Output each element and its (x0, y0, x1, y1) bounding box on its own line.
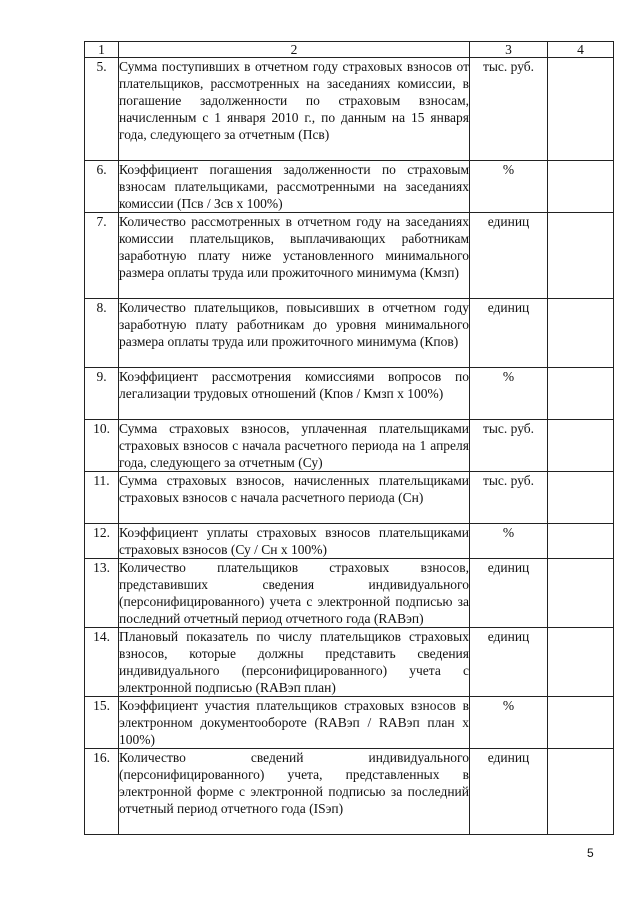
row-unit: % (470, 524, 548, 559)
row-number: 10. (85, 420, 119, 472)
header-col-3: 3 (470, 42, 548, 58)
row-value (548, 161, 614, 213)
row-indicator: Количество плательщиков страховых взносов, представивших сведения индивидуального (персонифицированного) учета с электронной подписью за последний отчетный период отчетного года (RAВэп) (119, 560, 469, 626)
row-number: 14. (85, 628, 119, 697)
row-indicator: Сумма страховых взносов, уплаченная плательщиками страховых взносов с начала расчетного периода на 1 апреля года, следующего за отчетным (Су) (119, 421, 469, 470)
table-row (85, 368, 614, 420)
row-indicator: Количество рассмотренных в отчетном году на заседаниях комиссии плательщиков, выплачивающих работникам заработную плату ниже установленного минимального размера оплаты труда или прожиточного минимума (Кмзп) (119, 213, 470, 299)
row-value (548, 749, 614, 835)
row-indicator: Коэффициент участия плательщиков страховых взносов в электронном документообороте (RAВэп / RAВэп план х 100%) (119, 698, 469, 747)
row-indicator: Плановый показатель по числу плательщиков страховых взносов, которые должны представить сведения индивидуального (персонифицированного) учета с электронной подписью (RAВэп план) (119, 629, 469, 695)
row-value (548, 58, 614, 161)
row-number: 11. (85, 472, 119, 524)
row-number: 16. (85, 749, 119, 835)
table-row (85, 559, 614, 628)
table-row (85, 749, 614, 835)
row-unit: тыс. руб. (470, 420, 548, 472)
row-value (548, 628, 614, 697)
table-row (85, 161, 614, 213)
row-value (548, 524, 614, 559)
row-number: 12. (85, 524, 119, 559)
row-indicator: Коэффициент рассмотрения комиссиями вопросов по легализации трудовых отношений (Кпов / Кмзп х 100%) (119, 368, 470, 420)
row-indicator: Коэффициент уплаты страховых взносов плательщиками страховых взносов (Су / Сн х 100%) (119, 525, 469, 557)
table-row (85, 299, 614, 368)
row-value (548, 368, 614, 420)
table-row (85, 628, 614, 697)
row-value (548, 472, 614, 524)
row-number: 6. (85, 161, 119, 213)
row-indicator: Количество сведений индивидуального (персонифицированного) учета, представленных в электронной форме с электронной подписью за последний отчетный период отчетного года (ISэп) (119, 749, 470, 835)
row-indicator: Коэффициент погашения задолженности по страховым взносам плательщиками, рассмотренными на заседаниях комиссии (Псв / Зсв х 100%) (119, 162, 469, 211)
row-number: 7. (85, 213, 119, 299)
row-indicator: Сумма страховых взносов, начисленных плательщиками страховых взносов с начала расчетного периода (Сн) (119, 472, 470, 524)
row-indicator: Количество плательщиков, повысивших в отчетном году заработную плату работникам до уровня минимального размера оплаты труда или прожиточного минимума (Кпов) (119, 299, 470, 368)
row-unit: тыс. руб. (470, 58, 548, 161)
row-value (548, 420, 614, 472)
row-value (548, 697, 614, 749)
row-value (548, 213, 614, 299)
header-col-1: 1 (85, 42, 119, 58)
row-unit: тыс. руб. (470, 472, 548, 524)
row-number: 8. (85, 299, 119, 368)
table-row (85, 213, 614, 299)
header-row (85, 42, 614, 58)
row-number: 13. (85, 559, 119, 628)
row-unit: % (470, 368, 548, 420)
table-row (85, 58, 614, 161)
row-number: 9. (85, 368, 119, 420)
row-unit: % (470, 161, 548, 213)
row-number: 15. (85, 697, 119, 749)
row-value (548, 299, 614, 368)
row-unit: единиц (470, 299, 548, 368)
row-value (548, 559, 614, 628)
table-row (85, 472, 614, 524)
table-row (85, 697, 614, 749)
row-unit: единиц (470, 628, 548, 697)
page-number: 5 (587, 846, 594, 860)
row-unit: единиц (470, 559, 548, 628)
row-number: 5. (85, 58, 119, 161)
table-row (85, 524, 614, 559)
header-col-4: 4 (548, 42, 614, 58)
row-unit: единиц (470, 749, 548, 835)
header-col-2: 2 (119, 42, 470, 58)
table-row (85, 420, 614, 472)
indicators-table (84, 41, 614, 835)
row-unit: единиц (470, 213, 548, 299)
row-unit: % (470, 697, 548, 749)
row-indicator: Сумма поступивших в отчетном году страховых взносов от плательщиков, рассмотренных на заседаниях комиссии, в погашение задолженности по страховым взносам, начисленным с 1 января 2010 г., по данным на 15 января года, следующего за отчетным (Псв) (119, 58, 470, 161)
